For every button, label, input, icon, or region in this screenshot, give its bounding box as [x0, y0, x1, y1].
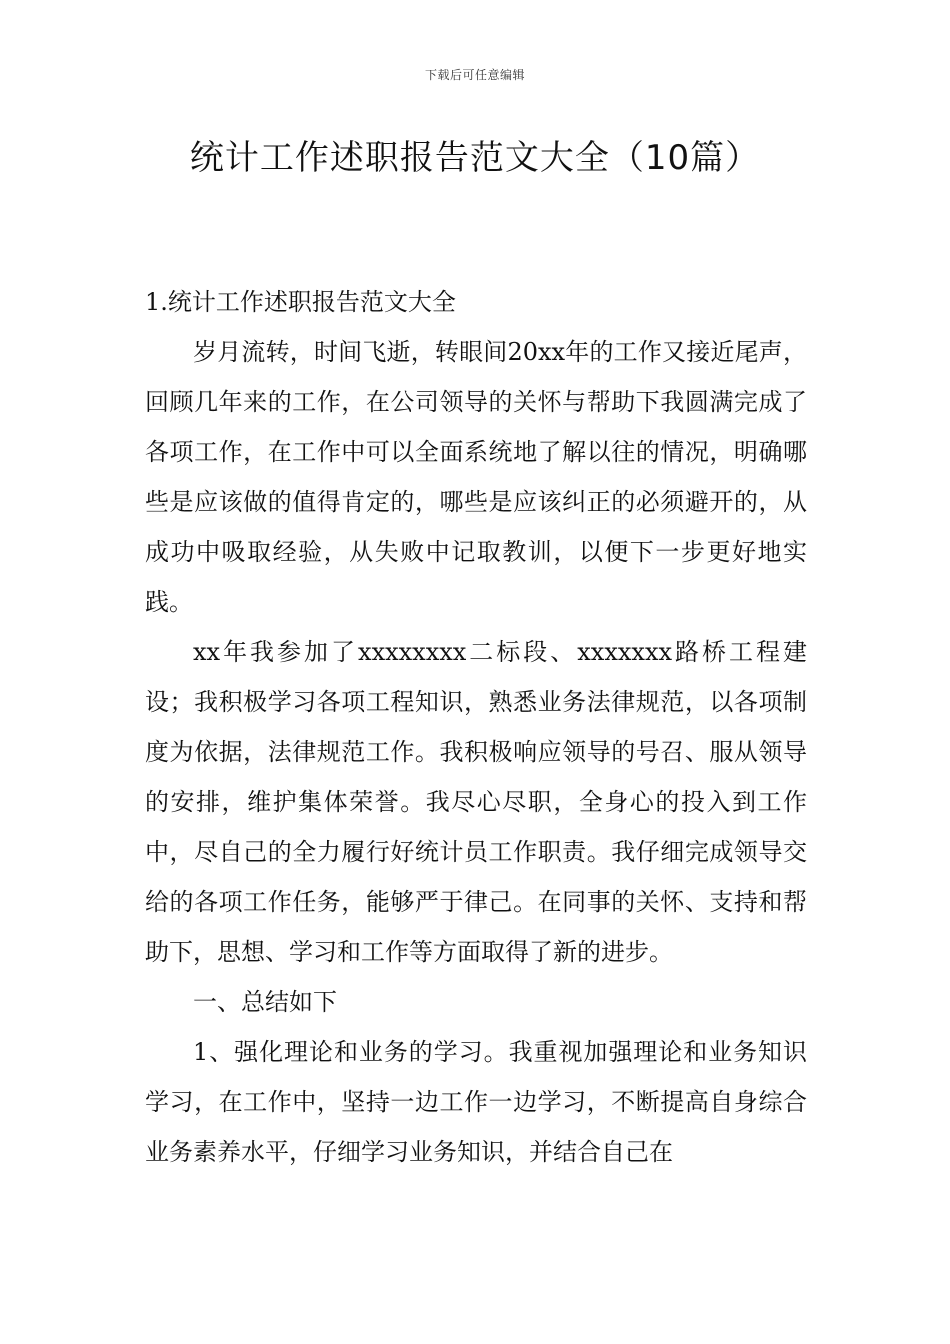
- section-heading: 1.统计工作述职报告范文大全: [145, 288, 456, 316]
- paragraph: xx年我参加了xxxxxxxx二标段、xxxxxxx路桥工程建设；我积极学习各项工程知识，熟悉业务法律规范，以各项制度为依据，法律规范工作。我积极响应领导的号召、服从领导的安排，维护集体荣誉。我尽心尽职，全身心的投入到工作中，尽自己的全力履行好统计员工作职责。我仔细完成领导交给的各项工作任务，能够严于律己。在同事的关怀、支持和帮助下，思想、学习和工作等方面取得了新的进步。: [145, 638, 807, 966]
- header-note: 下载后可任意编辑: [424, 68, 525, 82]
- document-body: [145, 277, 807, 1177]
- paragraph: 1、强化理论和业务的学习。我重视加强理论和业务知识学习，在工作中，坚持一边工作一边学习，不断提高自身综合业务素养水平，仔细学习业务知识，并结合自己在: [145, 1038, 807, 1166]
- subsection-heading: 一、总结如下: [193, 988, 337, 1016]
- paragraph: 岁月流转，时间飞逝，转眼间20xx年的工作又接近尾声，回顾几年来的工作，在公司领导的关怀与帮助下我圆满完成了各项工作，在工作中可以全面系统地了解以往的情况，明确哪些是应该做的值得肯定的，哪些是应该纠正的必须避开的，从成功中吸取经验，从失败中记取教训，以便下一步更好地实践。: [145, 338, 807, 616]
- document-title: 统计工作述职报告范文大全（10篇）: [189, 138, 761, 178]
